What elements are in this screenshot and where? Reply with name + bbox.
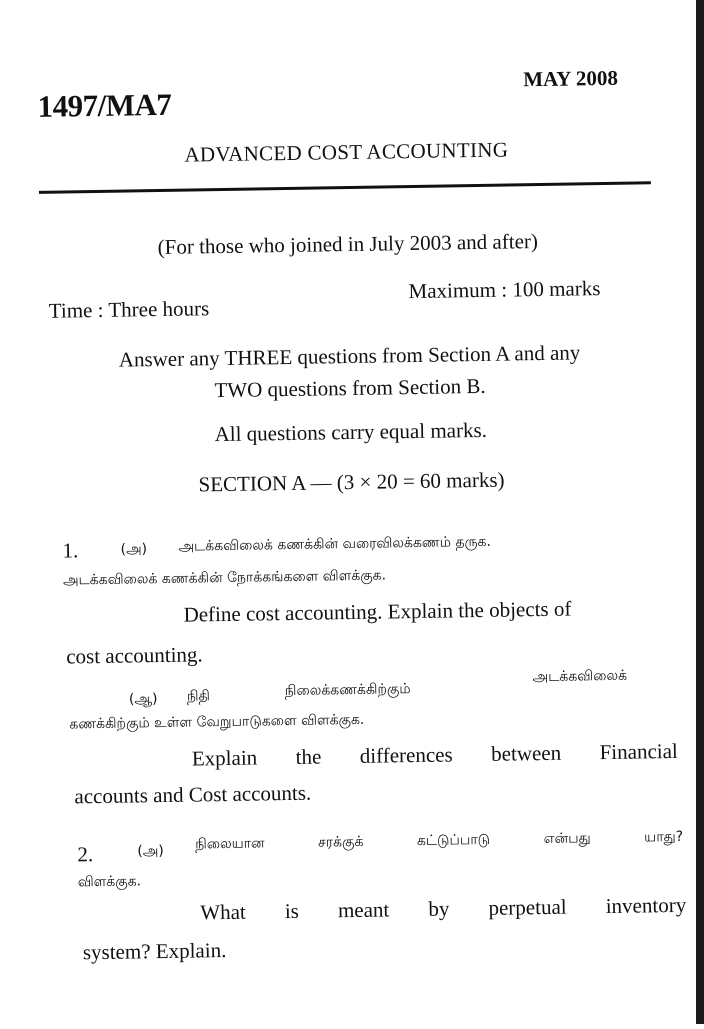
maximum-marks: Maximum : 100 marks — [408, 276, 601, 304]
equal-marks-note: All questions carry equal marks. — [214, 417, 488, 447]
question-2a-tamil-line-1-text: நிலையான சரக்குக் கட்டுப்பாடு என்பது யாது? — [195, 828, 684, 853]
question-2a-english-line-1-text: What is meant by perpetual inventory — [200, 892, 687, 925]
paper-code: 1497/MA7 — [37, 86, 172, 124]
time-allowed: Time : Three hours — [48, 296, 210, 323]
question-1b-english-line-1-text: Explain the differences between Financial — [191, 738, 678, 771]
question-1a-label: (அ) — [120, 541, 148, 558]
question-2a-label: (அ) — [137, 842, 164, 860]
batch-note: (For those who joined in July 2003 and after) — [157, 229, 539, 260]
question-2a-english-line-1 — [200, 885, 687, 933]
question-1-number: 1. — [62, 538, 79, 563]
question-1b-tamil-word-3: அடக்கவிலைக் — [532, 667, 628, 686]
section-heading: SECTION A — (3 × 20 = 60 marks) — [198, 467, 505, 497]
question-1b-english-line-1 — [192, 731, 679, 779]
question-1a-tamil-line-1: அடக்கவிலைக் கணக்கின் வரைவிலக்கணம் தருக. — [178, 533, 492, 555]
question-1b-tamil-word-2: நிலைக்கணக்கிற்கும் — [284, 681, 411, 700]
question-2-number: 2. — [77, 842, 94, 867]
paper-title: ADVANCED COST ACCOUNTING — [184, 137, 509, 167]
exam-date: MAY 2008 — [523, 65, 619, 92]
question-1a-english-line-1: Define cost accounting. Explain the objects of — [183, 596, 572, 627]
instruction-line-1: Answer any THREE questions from Section A and any — [118, 340, 581, 372]
header-divider — [39, 181, 651, 194]
question-2a-tamil-line-1 — [195, 829, 683, 855]
question-1b-label: (ஆ) — [128, 691, 158, 708]
question-1b-tamil-word-1: நிதி — [186, 688, 211, 705]
question-1a-tamil-line-2: அடக்கவிலைக் கணக்கின் நோக்கங்களை விளக்குக. — [62, 567, 387, 589]
question-2a-tamil-line-2: விளக்குக. — [77, 873, 142, 891]
question-2a-english-line-2: system? Explain. — [82, 938, 227, 965]
instruction-line-2: TWO questions from Section B. — [214, 373, 486, 403]
question-1a-english-line-2: cost accounting. — [66, 642, 203, 669]
question-1b-tamil-line-2: கணக்கிற்கும் உள்ள வேறுபாடுகளை விளக்குக. — [69, 711, 365, 733]
instructions — [0, 334, 702, 409]
question-1b-english-line-2: accounts and Cost accounts. — [74, 780, 312, 809]
